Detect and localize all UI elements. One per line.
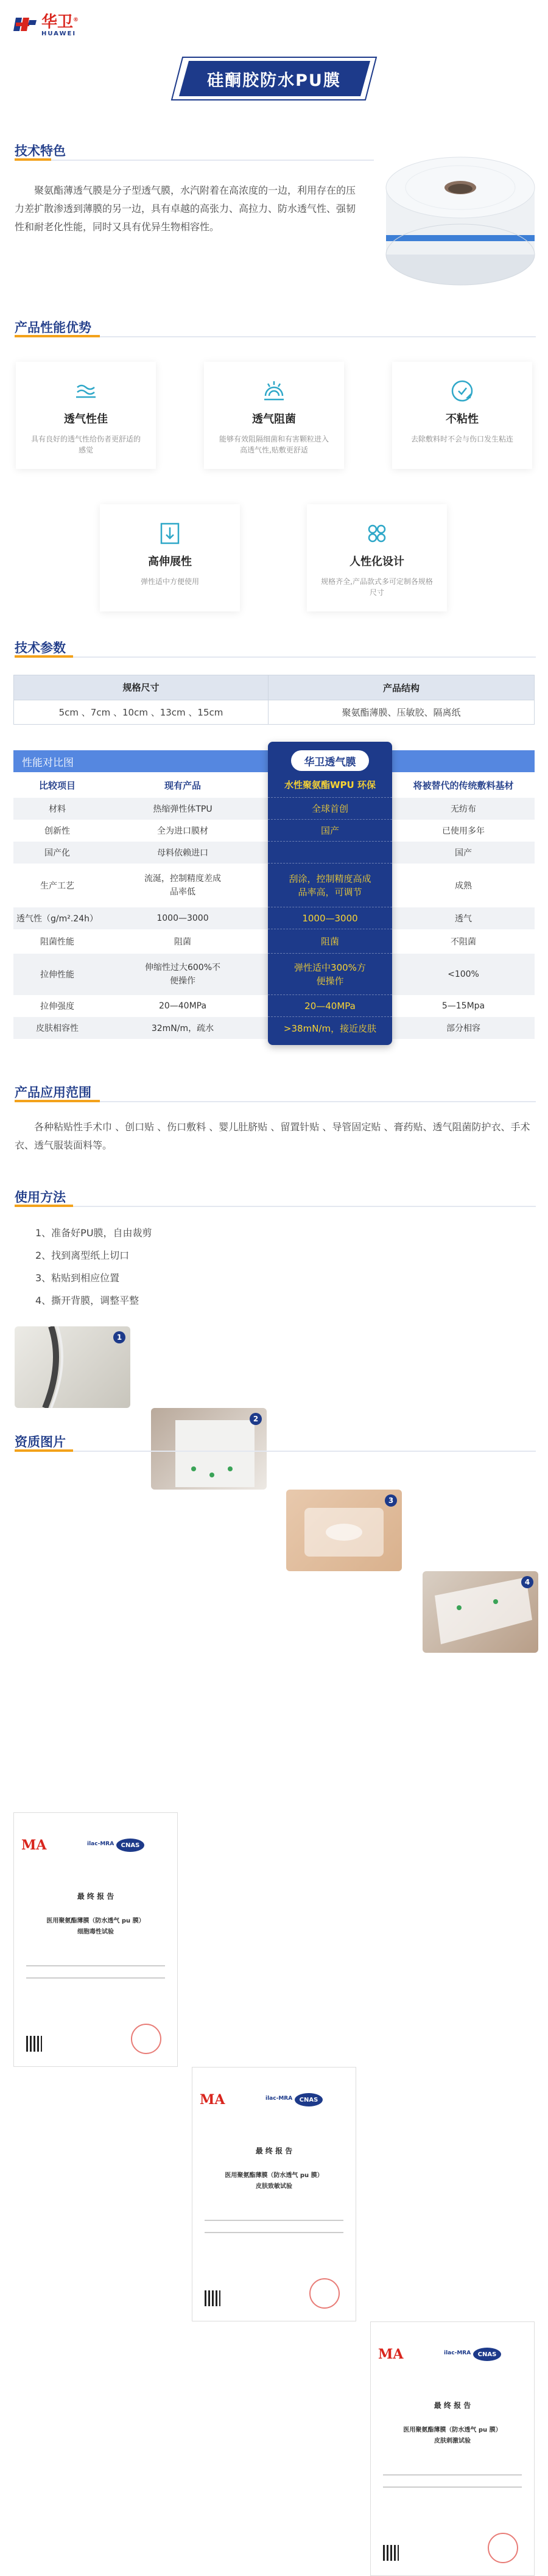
- feature-title: 透气性佳: [64, 413, 108, 426]
- cert-product-title: 医用聚氨酯薄膜（防水透气 pu 膜）: [46, 1918, 145, 1924]
- cell-current: 热缩弹性体TPU: [153, 804, 213, 814]
- spec-table: [13, 675, 535, 725]
- cell-current: 1000—3000: [156, 913, 209, 923]
- page-title: 硅酮胶防水PU膜: [207, 71, 341, 90]
- spec-size-value: 5cm 、7cm 、10cm 、13cm 、15cm: [14, 700, 269, 725]
- seal-stamp-icon: [131, 2024, 161, 2054]
- cert-product-title: 医用聚氨酯薄膜（防水透气 pu 膜）: [225, 2172, 323, 2179]
- ilac-logo: ilac-MRA: [265, 2096, 293, 2102]
- cert-product-title: 医用聚氨酯薄膜（防水透气 pu 膜）: [403, 2427, 502, 2433]
- ma-logo: MA: [21, 1837, 47, 1853]
- certificate-3: [370, 2321, 535, 2576]
- antibacterial-icon: [262, 379, 286, 403]
- compare-header: 现有产品: [164, 779, 201, 791]
- cnas-logo: CNAS: [116, 1839, 144, 1852]
- section-title-performance: 产品性能优势: [15, 320, 91, 335]
- highlight-cell: 弹性适中300%方便操作: [268, 954, 392, 995]
- section-underline: [15, 1205, 73, 1207]
- feature-card-antibacterial: [204, 362, 344, 469]
- usage-step: 1、准备好PU膜，自由裁剪: [35, 1227, 152, 1239]
- registered-mark: ®: [73, 17, 79, 23]
- cell-current: 流涎，控制精度差成品率低: [144, 874, 221, 897]
- non-stick-icon: [450, 379, 474, 403]
- section-underline: [15, 335, 100, 337]
- row-label: 生产工艺: [40, 881, 74, 891]
- section-title-application: 产品应用范围: [15, 1085, 91, 1100]
- qr-code-icon: [205, 2290, 220, 2306]
- row-label: 拉伸强度: [40, 1002, 74, 1012]
- brand-logo[interactable]: [13, 12, 79, 37]
- cell-traditional: 无纺布: [451, 804, 476, 814]
- feature-desc: 规格齐全,产品款式多可定制各规格尺寸: [321, 577, 433, 597]
- section-underline: [15, 158, 51, 161]
- brand-name-en: HUAWEI: [41, 30, 77, 37]
- cert-report-label: 最 终 报 告: [255, 2147, 293, 2155]
- spec-header-row: [14, 675, 534, 700]
- feature-desc: 具有良好的透气性给伤者更舒适的感觉: [30, 435, 141, 454]
- cell-current: 32mN/m，疏水: [151, 1024, 214, 1033]
- highlight-cell: 刮涂，控制精度高成品率高，可调节: [268, 864, 392, 907]
- highlight-cell: [268, 842, 392, 864]
- cell-current: 伸缩性过大600%不便操作: [144, 963, 221, 986]
- cert-divider: [205, 2232, 343, 2233]
- application-description: 各种粘贴性手术巾 、创口贴 、伤口敷料 、婴儿肚脐贴 、留置针贴 、导管固定贴 、膏药贴、透气阻菌防护衣、手术衣、透气服装面料等。: [15, 1121, 530, 1151]
- section-divider: [15, 160, 374, 161]
- cert-test-name: 皮肤刺激试验: [434, 2438, 471, 2444]
- ma-logo: MA: [378, 2346, 404, 2362]
- row-label: 拉伸性能: [40, 970, 74, 980]
- cell-traditional: <100%: [448, 970, 479, 979]
- compare-header: 比较项目: [38, 779, 76, 791]
- stretch-icon: [158, 521, 182, 546]
- usage-photo-3: [286, 1490, 402, 1571]
- ilac-logo: ilac-MRA: [87, 1841, 114, 1847]
- feature-card-stretch: [100, 504, 240, 611]
- cell-current: 母料依赖进口: [157, 848, 208, 858]
- row-label: 创新性: [44, 826, 70, 836]
- seal-stamp-icon: [488, 2533, 518, 2563]
- cert-report-label: 最 终 报 告: [77, 1892, 114, 1901]
- section-title-usage: 使用方法: [15, 1190, 66, 1205]
- cert-report-label: 最 终 报 告: [434, 2401, 471, 2410]
- feature-title: 不粘性: [446, 413, 479, 426]
- spec-data-row: [14, 700, 534, 724]
- cell-traditional: 透气: [455, 914, 472, 924]
- section-underline: [15, 1100, 100, 1102]
- compare-title: 性能对比图: [13, 750, 535, 772]
- highlight-header: 水性聚氨酯WPU 环保: [268, 772, 392, 798]
- cert-divider: [26, 1965, 165, 1966]
- row-label: 阻菌性能: [40, 937, 74, 947]
- cell-current: 20—40MPa: [158, 1001, 207, 1011]
- row-label: 皮肤相容性: [36, 1024, 79, 1033]
- cert-divider: [26, 1977, 165, 1979]
- product-roll-image: [380, 145, 541, 297]
- brand-mark-icon: [13, 14, 38, 35]
- section-underline: [15, 1449, 73, 1452]
- section-title-certs: 资质图片: [15, 1435, 66, 1449]
- cell-traditional: 国产: [455, 848, 472, 858]
- row-label: 材料: [49, 804, 66, 814]
- usage-step: 3、粘贴到相应位置: [35, 1272, 120, 1284]
- feature-title: 高伸展性: [148, 555, 192, 568]
- title-banner: [170, 56, 378, 101]
- highlight-cell: 1000—3000: [268, 907, 392, 929]
- step-badge: 1: [113, 1331, 125, 1343]
- usage-step: 4、撕开背膜，调整平整: [35, 1295, 139, 1306]
- highlight-cell: 阻菌: [268, 929, 392, 954]
- highlight-cell: >38mN/m，接近皮肤: [283, 1023, 377, 1034]
- cell-traditional: 5—15Mpa: [441, 1001, 485, 1011]
- feature-desc: 能够有效阻隔细菌和有害颗粒进入高透气性,贴敷更舒适: [219, 435, 329, 454]
- step-badge: 3: [385, 1494, 397, 1507]
- cnas-logo: CNAS: [295, 2093, 323, 2106]
- certificate-2: [192, 2067, 356, 2321]
- feature-card-breathable: [16, 362, 156, 469]
- step-badge: 2: [250, 1413, 262, 1425]
- feature-card-custom: [307, 504, 447, 611]
- cell-current: 阻菌: [174, 937, 191, 947]
- seal-stamp-icon: [309, 2278, 340, 2309]
- feature-title: 透气阻菌: [252, 413, 296, 426]
- cert-divider: [205, 2220, 343, 2221]
- qr-code-icon: [383, 2545, 399, 2561]
- section-divider: [15, 1451, 536, 1452]
- highlight-cell: 20—40MPa: [268, 995, 392, 1017]
- step-badge: 4: [521, 1576, 533, 1588]
- usage-steps: [35, 1225, 152, 1315]
- section-underline: [15, 655, 73, 658]
- usage-photo-1: [15, 1326, 130, 1408]
- section-title-parameters: 技术参数: [15, 641, 66, 655]
- feature-desc: 弹性适中方便使用: [140, 577, 199, 586]
- section-title-tech-features: 技术特色: [15, 144, 66, 158]
- cnas-logo: CNAS: [473, 2348, 501, 2361]
- certificate-1: [13, 1812, 178, 2067]
- section-divider: [15, 1206, 536, 1207]
- spec-header-structure: 产品结构: [382, 682, 420, 694]
- highlight-cell: 国产: [268, 820, 392, 842]
- cert-test-name: 细胞毒性试验: [77, 1929, 114, 1935]
- usage-photo-2: [151, 1408, 267, 1490]
- brand-name: 华卫: [41, 13, 74, 32]
- usage-step: 2、找到离型纸上切口: [35, 1250, 130, 1261]
- section-divider: [15, 656, 536, 658]
- cert-divider: [383, 2486, 522, 2488]
- qr-code-icon: [26, 2036, 42, 2052]
- feature-title: 人性化设计: [350, 555, 404, 568]
- tech-description: 聚氨酯薄透气膜是分子型透气膜，水汽附着在高浓度的一边，利用存在的压力差扩散渗透到薄膜的另一边，具有卓越的高张力、高拉力、防水透气性、强韧性和耐老化性能，同时又具有优异生物相容性。: [15, 185, 356, 233]
- cell-traditional: 部分相容: [446, 1024, 480, 1033]
- breathable-icon: [74, 379, 98, 403]
- compare-header: 将被替代的传统敷料基材: [413, 779, 514, 791]
- spec-header-size: 规格尺寸: [14, 675, 269, 700]
- custom-design-icon: [365, 521, 389, 546]
- highlight-label: 华卫透气膜: [291, 750, 369, 771]
- highlight-cell: 全球首创: [268, 798, 392, 820]
- cert-divider: [383, 2474, 522, 2476]
- cert-test-name: 皮肤致敏试验: [256, 2183, 292, 2190]
- ma-logo: MA: [200, 2092, 225, 2108]
- ilac-logo: ilac-MRA: [444, 2350, 471, 2356]
- cell-traditional: 已使用多年: [442, 826, 485, 836]
- feature-card-non-stick: [392, 362, 532, 469]
- cell-traditional: 成熟: [455, 881, 472, 891]
- usage-photo-4: [423, 1571, 538, 1653]
- spec-structure-value: 聚氨酯薄膜、压敏胶、隔离纸: [342, 707, 461, 718]
- row-label: 透气性（g/m².24h）: [16, 914, 98, 924]
- row-label: 国产化: [44, 848, 70, 858]
- feature-desc: 去除敷料时不会与伤口发生粘连: [410, 435, 513, 443]
- cell-traditional: 不阻菌: [451, 937, 476, 947]
- cell-current: 全为进口膜材: [157, 826, 208, 836]
